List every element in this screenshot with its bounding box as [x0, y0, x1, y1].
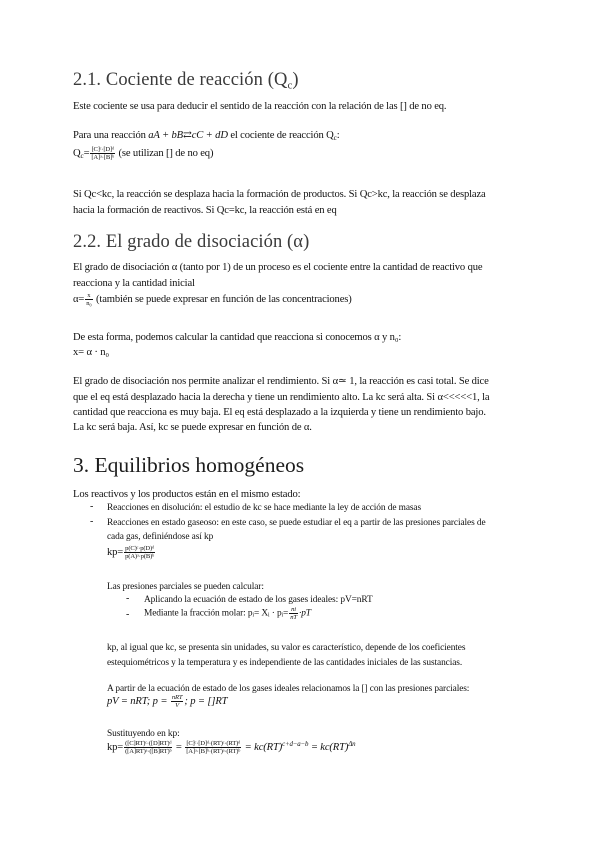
- ideal-gas-relation: pV = nRT; p = $\frac{\text{nRT}}{V}$ ; p = []RT: [107, 694, 228, 710]
- yield-line-3: cantidad que reacciona es muy baja. El eq está desplazado a la izquierda y tiene un rendimiento bajo.: [73, 407, 486, 418]
- alpha-calc-line-1: De esta forma, podemos calcular la cantidad que reacciona si conocemos α y n₀:: [73, 332, 402, 343]
- section-3-title: 3. Equilibrios homogéneos: [73, 453, 305, 477]
- qc-comparison-line-1: Si Qc<kc, la reacción se desplaza hacia la formación de productos. Si Qc>kc, la reacción se desplaza: [73, 189, 486, 200]
- bullet-dash: -: [90, 501, 94, 512]
- qc-fraction: $\frac{\text{[C]ᶜ·[D]ᵈ}}{\text{[A]ᵃ·[B]ᵇ}}$: [91, 146, 115, 162]
- pp-bullet-molar-fraction: Mediante la fracción molar: pᵢ= Xᵢ · pᵢ= $\frac{ni}{nT}$ ·pT: [144, 606, 311, 621]
- derivation-fraction-1: $\frac{\text{([C]RT)ᶜ·([D]RT)ᵈ}}{\text{([A]RT)ᵃ·([B]RT)ᵇ}}$: [125, 740, 172, 756]
- partial-pressure-intro: Las presiones parciales se pueden calcular:: [107, 582, 264, 592]
- section-3-intro: Los reactivos y los productos están en el mismo estado:: [73, 489, 301, 500]
- section-2-2-title: 2.2. El grado de disociación (α): [73, 232, 310, 252]
- qc-formula: $Q_c=$ $\frac{\text{[C]ᶜ·[D]ᵈ}}{\text{[A]ᵃ·[B]ᵇ}}$ (se utilizan [] de no eq): [73, 146, 214, 162]
- derivation-fraction-2: $\frac{\text{[C]ᶜ·[D]ᵈ·(RT)ᶜ·(RT)ᵈ}}{\text{[A]ᵃ·[B]ᵇ·(RT)ᵃ·(RT)ᵇ}}$: [186, 740, 241, 756]
- substitution-intro: Sustituyendo en kp:: [107, 729, 180, 739]
- bullet-dash: -: [126, 609, 130, 620]
- section-2-1-title: 2.1. Cociente de reacción $(Q_c)$: [73, 70, 299, 92]
- bullet-dash: -: [90, 516, 94, 527]
- concentration-relation-intro: A partir de la ecuación de estado de los gases ideales relacionamos la [] con las presiones parciales:: [107, 684, 470, 694]
- alpha-formula: α= $\frac{x}{\text{n₀}}$ (también se puede expresar en función de las concentraciones): [73, 292, 352, 308]
- alpha-fraction: $\frac{x}{\text{n₀}}$: [86, 292, 92, 308]
- reaction-sentence: Para una reacción aA + bB⇄cC + dD el cociente de reacción $Q_c$:: [73, 130, 340, 143]
- section-2-1-intro: Este cociente se usa para deducir el sentido de la reacción con la relación de las [] de no eq.: [73, 101, 447, 112]
- alpha-calc-line-2: x= α · n₀: [73, 347, 109, 358]
- bullet-solutions: Reacciones en disolución: el estudio de kc se hace mediante la ley de acción de masas: [107, 503, 422, 513]
- kp-kc-derivation: kp= $\frac{\text{([C]RT)ᶜ·([D]RT)ᵈ}}{\text{([A]RT)ᵃ·([B]RT)ᵇ}}$ = $\frac{\text{[C]ᶜ·[D]ᵈ·(RT)ᶜ·(RT)ᵈ}}{\text{[A]ᵃ·[B]ᵇ·(RT)ᵃ·(RT)ᵇ}}$ = kc(RT)$^{c+d-a-b}$ = kc(RT)$^{\Delta n}$: [107, 740, 356, 756]
- bullet-gases-line-2: cada gas, definiéndose así kp: [107, 532, 214, 542]
- qc-comparison-line-2: hacia la formación de reactivos. Si Qc=kc, la reacción está en eq: [73, 205, 337, 216]
- molar-fraction: $\frac{ni}{nT}$: [290, 606, 297, 621]
- bullet-dash: -: [126, 593, 130, 604]
- bullet-gases-line-1: Reacciones en estado gaseoso: en este caso, se puede estudiar el eq a partir de las presiones parciales de: [107, 518, 486, 528]
- alpha-def-line-2: reacciona y la cantidad inicial: [73, 278, 195, 289]
- yield-line-4: La kc será baja. Así, kc se puede expresar en función de α.: [73, 422, 312, 433]
- alpha-def-line-1: El grado de disociación α (tanto por 1) de un proceso es el cociente entre la cantidad de reactivo que: [73, 262, 483, 273]
- reaction-equation: aA + bB⇄cC + dD: [148, 130, 228, 141]
- pp-bullet-ideal-gas: Aplicando la ecuación de estado de los gases ideales: pV=nRT: [144, 595, 373, 605]
- yield-line-1: El grado de disociación nos permite analizar el rendimiento. Si α≃ 1, la reacción es casi total. Se dice: [73, 376, 489, 387]
- pressure-fraction: $\frac{\text{nRT}}{V}$: [171, 694, 183, 710]
- kp-properties-line-2: estequiométricos y la temperatura y es independiente de las cantidades iniciales de las sustancias.: [107, 658, 463, 668]
- kp-fraction: $\frac{\text{p(C)ᶜ·p(D)ᵈ}}{\text{p(A)ᵃ·p(B)ᵇ}}$: [125, 545, 155, 561]
- yield-line-2: que el eq está desplazado hacia la derecha y tiene un rendimiento alto. La kc será alta. Si α<<<<<1, la: [73, 392, 490, 403]
- kp-properties-line-1: kp, al igual que kc, se presenta sin unidades, su valor es característico, depende de los coeficientes: [107, 643, 466, 653]
- kp-formula: kp= $\frac{\text{p(C)ᶜ·p(D)ᵈ}}{\text{p(A)ᵃ·p(B)ᵇ}}$: [107, 545, 155, 561]
